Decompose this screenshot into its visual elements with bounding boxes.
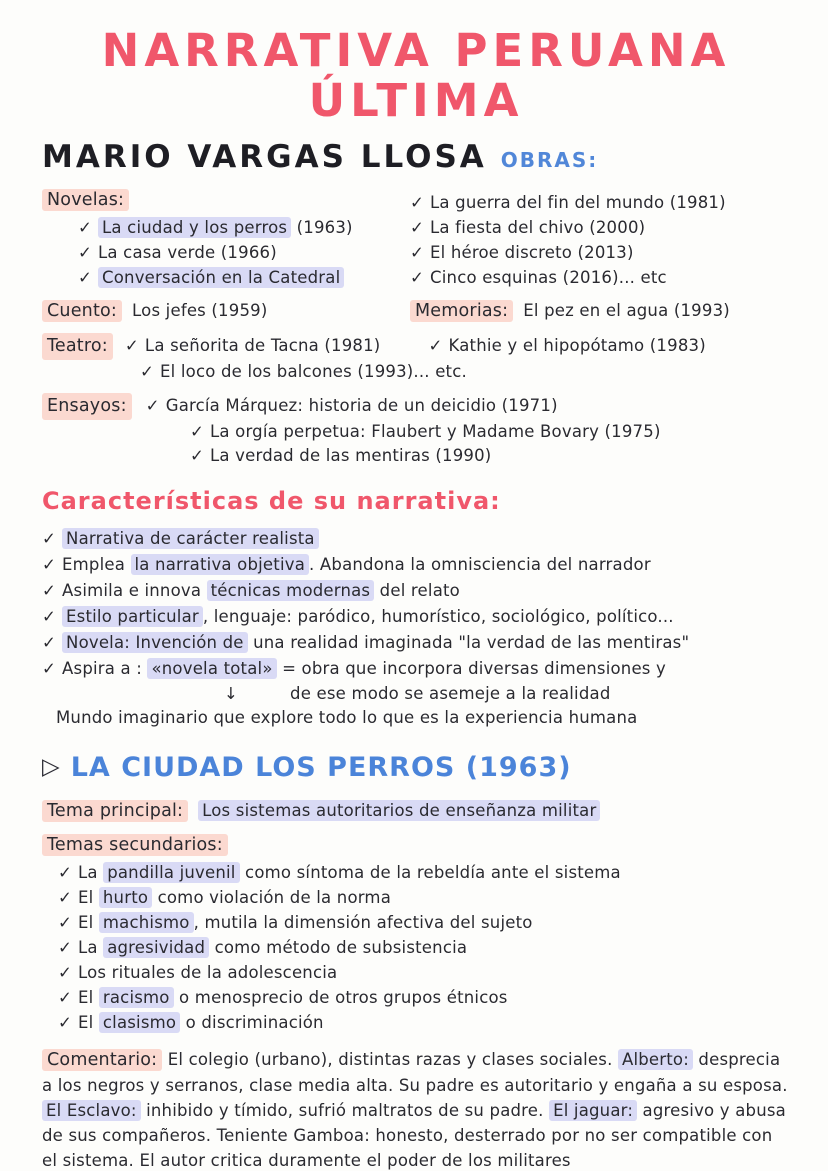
title-line-1: NARRATIVA PERUANA	[101, 24, 731, 77]
caracteristica-highlight: la narrativa objetiva	[131, 554, 310, 575]
novela-item	[78, 216, 410, 240]
caracteristica-post: = obra que incorpora diversas dimensiones y	[276, 659, 667, 678]
caracteristica-highlight: «novela total»	[147, 658, 276, 679]
temas-secundarios-label: Temas secundarios:	[42, 834, 228, 856]
teatro-row-2	[140, 360, 790, 384]
check-icon: ✓	[42, 581, 57, 600]
teatro-row-1	[42, 333, 790, 360]
caracteristica-highlight: técnicas modernas	[207, 580, 375, 601]
ensayo-title: García Márquez: historia de un deicidio (1971)	[165, 395, 558, 415]
caracteristica-item	[42, 630, 790, 655]
tema-item	[58, 961, 790, 985]
tema-post: como violación de la norma	[152, 887, 392, 907]
novelas-column-right	[410, 188, 790, 291]
novelas-columns	[42, 188, 790, 291]
comentario-text: inhibido y tímido, sufrió maltratos de su padre.	[140, 1100, 550, 1120]
novelas-list-right	[410, 191, 790, 290]
tema-item	[58, 1011, 790, 1035]
check-icon: ✓	[78, 268, 93, 288]
comentario-label: Comentario:	[42, 1049, 162, 1071]
ensayo-item	[146, 394, 558, 418]
cuento-title: Los jefes (1959)	[132, 301, 268, 321]
temas-secundarios-row	[42, 833, 790, 858]
check-icon: ✓	[42, 659, 57, 678]
check-icon: ✓	[190, 422, 205, 442]
caracteristica-pre: Aspira a :	[62, 659, 148, 678]
novela-title-pre: La casa verde (1966)	[98, 243, 277, 263]
check-icon: ✓	[58, 937, 73, 957]
check-icon: ✓	[145, 395, 160, 415]
author-heading	[42, 135, 790, 180]
ensayo-title: La verdad de las mentiras (1990)	[210, 446, 492, 466]
check-icon: ✓	[58, 962, 73, 982]
teatro-title: El loco de los balcones (1993)... etc.	[160, 362, 467, 382]
teatro-title: La señorita de Tacna (1981)	[144, 335, 381, 355]
ensayo-title: La orgía perpetua: Flaubert y Madame Bovary (1975)	[210, 422, 661, 442]
caracteristica-post: . Abandona la omnisciencia del narrador	[309, 555, 651, 574]
ensayos-row-1	[42, 393, 790, 420]
teatro-label: Teatro:	[42, 333, 113, 360]
caracteristica-post: del relato	[374, 581, 460, 600]
tema-item	[58, 936, 790, 960]
tema-post: o menosprecio de otros grupos étnicos	[173, 987, 508, 1007]
caracteristicas-heading: Características de su narrativa:	[42, 487, 501, 516]
tema-pre: La	[78, 862, 104, 882]
check-icon: ✓	[42, 555, 57, 574]
check-icon: ✓	[42, 633, 57, 652]
check-icon: ✓	[58, 912, 73, 932]
tema-principal-label: Tema principal:	[42, 800, 188, 822]
obras-label: OBRAS:	[500, 148, 599, 172]
caracteristica-pre: Asimila e innova	[62, 581, 207, 600]
novela-item	[410, 266, 790, 290]
page-title	[42, 26, 790, 125]
caracteristica-post: una realidad imaginada "la verdad de las mentiras"	[247, 633, 690, 652]
arrow-down-icon: ↓	[224, 684, 239, 703]
check-icon: ✓	[58, 987, 73, 1007]
arrow-annotation-text: de ese modo se asemeje a la realidad	[290, 684, 611, 703]
memorias-title: El pez en el agua (1993)	[523, 301, 730, 321]
caracteristica-item	[42, 604, 790, 629]
check-icon: ✓	[42, 607, 57, 626]
tema-pre: Los rituales de la adolescencia	[78, 962, 338, 982]
tema-highlight: hurto	[99, 887, 152, 908]
novela-title: La guerra del fin del mundo (1981)	[430, 192, 726, 212]
check-icon: ✓	[78, 218, 93, 238]
esclavo-label: El Esclavo:	[42, 1100, 141, 1121]
tema-principal-text: Los sistemas autoritarios de enseñanza militar	[198, 800, 600, 821]
temas-secundarios-list	[58, 861, 790, 1035]
tema-post: como síntoma de la rebeldía ante el sistema	[239, 862, 621, 882]
tema-item	[58, 886, 790, 910]
novela-title: El héroe discreto (2013)	[430, 242, 634, 262]
jaguar-label: El jaguar:	[549, 1100, 637, 1121]
tema-post: como método de subsistencia	[209, 937, 468, 957]
check-icon: ✓	[410, 242, 425, 262]
check-icon: ✓	[58, 887, 73, 907]
obras-section	[42, 188, 790, 468]
tema-highlight: clasismo	[99, 1012, 180, 1033]
tema-highlight: racismo	[99, 987, 174, 1008]
caracteristica-pre: Emplea	[62, 555, 131, 574]
alberto-label: Alberto:	[618, 1049, 693, 1070]
tema-highlight: pandilla juvenil	[103, 862, 239, 883]
memorias-label: Memorias:	[410, 300, 513, 322]
check-icon: ✓	[190, 446, 205, 466]
caracteristica-item	[42, 578, 790, 603]
check-icon: ✓	[42, 529, 57, 548]
caracteristica-post: , lenguaje: paródico, humorístico, sociológico, político...	[202, 607, 674, 626]
tema-pre: El	[78, 887, 99, 907]
novela-title: Cinco esquinas (2016)... etc	[430, 267, 667, 287]
teatro-item	[428, 334, 705, 358]
obra-detalle-section	[42, 748, 790, 1171]
comentario-paragraph	[42, 1047, 790, 1171]
caracteristica-highlight: Novela: Invención de	[62, 632, 248, 653]
caracteristicas-section	[42, 484, 790, 730]
tema-highlight: machismo	[99, 912, 194, 933]
obra-section-heading	[42, 748, 790, 787]
caracteristica-item	[42, 526, 790, 551]
novelas-list-left	[78, 216, 410, 290]
cuento-group	[42, 299, 410, 324]
ensayos-label: Ensayos:	[42, 393, 132, 420]
cuento-memorias-row	[42, 299, 790, 324]
comentario-text: agresivo y abusa de sus compañeros. Teniente Gamboa: honesto, desterrado por no ser compatible con el sistema. El autor critica duramente el poder de los militares	[42, 1100, 786, 1170]
memorias-group	[410, 299, 730, 324]
title-line-2: ÚLTIMA	[308, 73, 524, 127]
closing-note: Mundo imaginario que explore todo lo que es la experiencia humana	[56, 708, 638, 727]
check-icon: ✓	[124, 335, 139, 355]
tema-post: , mutila la dimensión afectiva del sujeto	[193, 912, 533, 932]
check-icon: ✓	[78, 243, 93, 263]
novela-item	[410, 191, 790, 215]
teatro-title: Kathie y el hipopótamo (1983)	[448, 335, 706, 355]
novela-item	[410, 216, 790, 240]
cuento-label: Cuento:	[42, 300, 122, 322]
caracteristica-item	[42, 656, 790, 681]
check-icon: ✓	[410, 192, 425, 212]
ensayos-block	[42, 393, 790, 468]
check-icon: ✓	[140, 362, 155, 382]
check-icon: ✓	[410, 267, 425, 287]
caracteristica-highlight: Estilo particular	[62, 606, 203, 627]
tema-principal-row	[42, 799, 790, 824]
caracteristicas-list	[42, 526, 790, 730]
novela-title-highlight: Conversación en la Catedral	[98, 267, 344, 288]
novelas-label: Novelas:	[42, 189, 129, 211]
caracteristica-item	[42, 552, 790, 577]
tema-pre: La	[78, 937, 104, 957]
ensayo-item	[190, 444, 790, 468]
comentario-text: desprecia a los negros y serranos, clase media alta. Su padre es autoritario y engaña a su esposa.	[42, 1049, 788, 1095]
novelas-column-left	[42, 188, 410, 291]
teatro-block	[42, 333, 790, 384]
novela-title-highlight: La ciudad y los perros	[98, 217, 291, 238]
check-icon: ✓	[58, 862, 73, 882]
tema-highlight: agresividad	[103, 937, 209, 958]
check-icon: ✓	[410, 217, 425, 237]
teatro-item	[140, 362, 467, 381]
novela-item	[78, 241, 410, 265]
tema-item	[58, 861, 790, 885]
check-icon: ✓	[58, 1012, 73, 1032]
novela-title: La fiesta del chivo (2000)	[430, 217, 646, 237]
author-name: MARIO VARGAS LLOSA	[42, 139, 487, 175]
tema-item	[58, 986, 790, 1010]
tema-pre: El	[78, 987, 99, 1007]
caracteristica-highlight: Narrativa de carácter realista	[62, 528, 319, 549]
comentario-text: El colegio (urbano), distintas razas y clases sociales.	[162, 1049, 618, 1069]
obra-heading-text: LA CIUDAD LOS PERROS (1963)	[70, 752, 572, 783]
triangle-icon: ▷	[42, 753, 61, 780]
tema-pre: El	[78, 1012, 99, 1032]
check-icon: ✓	[428, 335, 443, 355]
teatro-item	[125, 334, 381, 358]
arrow-annotation	[224, 682, 790, 706]
tema-post: o discriminación	[180, 1012, 324, 1032]
ensayo-item	[190, 420, 790, 444]
novela-year: (1963)	[291, 218, 353, 238]
novelas-label-row	[42, 188, 410, 213]
tema-item	[58, 911, 790, 935]
novela-item	[410, 241, 790, 265]
novela-item	[78, 266, 410, 290]
tema-pre: El	[78, 912, 99, 932]
